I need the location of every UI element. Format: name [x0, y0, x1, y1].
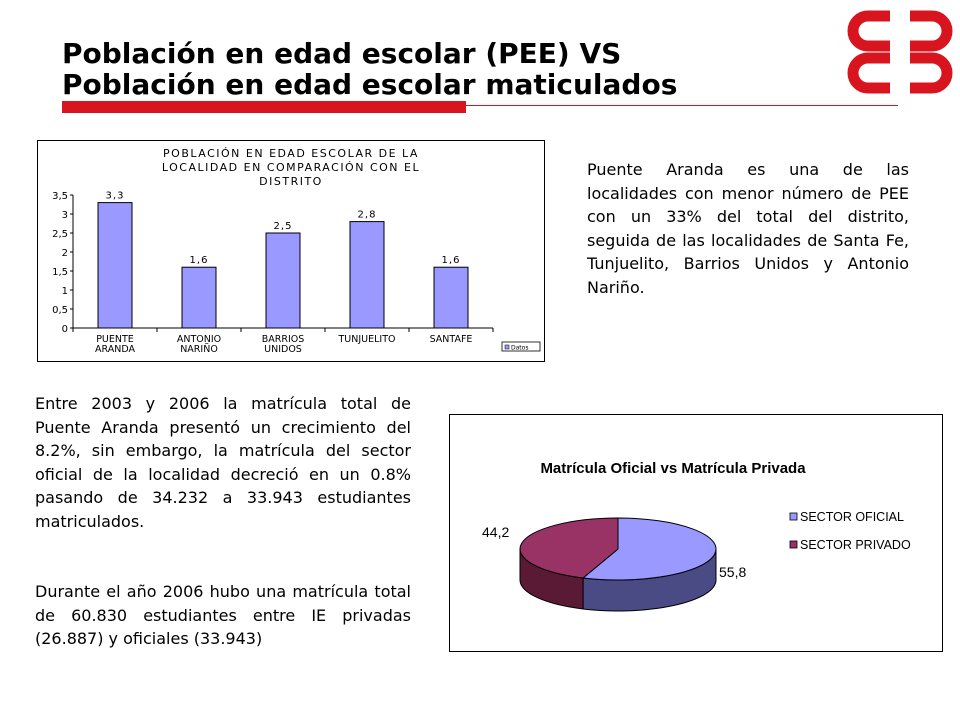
bar-chart-title-line: POBLACIÓN EN EDAD ESCOLAR DE LA [163, 147, 419, 160]
pie-title: Matrícula Oficial vs Matrícula Privada [540, 460, 806, 477]
pie-legend-label: SECTOR PRIVADO [800, 538, 911, 552]
pie-value-label-oficial: 55,8 [719, 564, 747, 580]
title-line-2: Población en edad escolar maticulados [62, 68, 678, 101]
title-underline-bar [62, 101, 898, 113]
y-tick-label: 3 [61, 210, 68, 221]
y-tick-label: 1,5 [52, 267, 68, 278]
bar [266, 233, 300, 328]
bar-value-label: 2,8 [357, 209, 377, 221]
bar-value-label: 1,6 [189, 255, 209, 267]
x-category-label: ARANDA [95, 344, 135, 355]
text-enrollment-2006: Durante el año 2006 hubo una matrícula total de 60.830 estudiantes entre IE privadas (26.887) y oficiales (33.943) [35, 582, 411, 648]
y-tick-label: 0 [61, 324, 68, 335]
x-category-label: UNIDOS [264, 344, 302, 355]
bar-chart-title-line: DISTRITO [259, 175, 323, 188]
y-tick-label: 1 [61, 286, 68, 297]
y-tick-label: 3,5 [52, 191, 68, 202]
title-underline [62, 101, 898, 113]
bar [182, 267, 216, 328]
y-tick-label: 2,5 [52, 229, 68, 240]
x-category-label: NARIÑO [180, 344, 218, 355]
bar-legend-label: Datos [511, 344, 529, 352]
pie-legend-swatch [790, 513, 797, 520]
bar-value-label: 2,5 [273, 221, 293, 232]
x-category-label: BARRIOS [261, 334, 305, 345]
text-summary-pee: Puente Aranda es una de las localidades con menor número de PEE con un 33% del total del distrito, seguida de las localidades de Santa Fe, Tunjuelito, Barrios Unidos y Antonio Nariño. [587, 160, 909, 297]
pie-legend-label: SECTOR OFICIAL [800, 510, 904, 524]
y-tick-label: 2 [61, 248, 68, 259]
text-enrollment-growth: Entre 2003 y 2006 la matrícula total de Puente Aranda presentó un crecimiento del 8.2%, sin embargo, la matrícula del sector oficial de la localidad decreció en un 0.8% pasando de 34.232 a 33.943 estudiantes matriculados. [35, 394, 411, 531]
title-line-1: Población en edad escolar (PEE) VS [62, 37, 622, 70]
page-title [62, 38, 822, 100]
x-category-label: PUENTE [96, 334, 134, 345]
pie-value-label-privado: 44,2 [482, 524, 510, 540]
x-category-label: TUNJUELITO [338, 334, 396, 345]
bar [350, 222, 384, 328]
y-tick-label: 0,5 [52, 305, 68, 316]
x-category-label: ANTONIO [176, 334, 222, 345]
pie-chart-matricula [449, 414, 943, 652]
curled-logo-icon [842, 6, 958, 98]
bar-value-label: 1,6 [441, 255, 461, 267]
bar-chart-title-line: LOCALIDAD EN COMPARACIÓN CON EL [161, 161, 421, 174]
bar-value-label: 3,3 [105, 190, 125, 202]
pie-legend-swatch [790, 541, 797, 548]
x-category-label: SANTAFE [429, 334, 473, 345]
bar [98, 203, 132, 328]
bar [434, 267, 468, 328]
bar-chart-pee [37, 140, 545, 362]
